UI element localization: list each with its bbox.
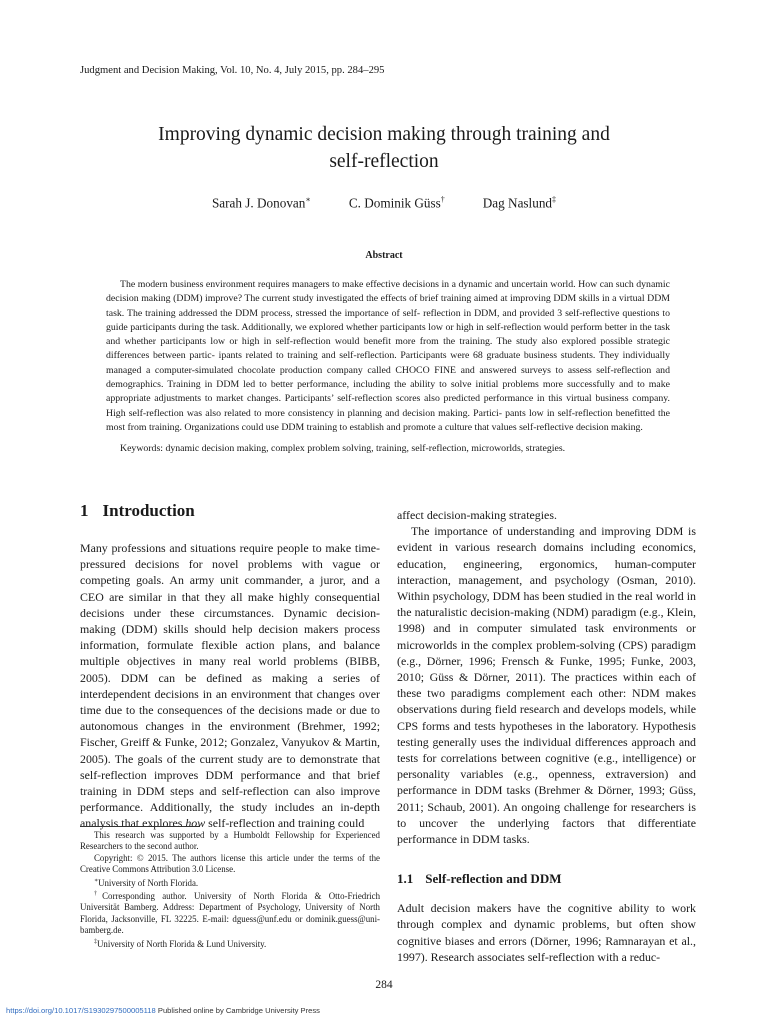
section-heading: 1 Introduction	[80, 501, 195, 520]
body-paragraph: Adult decision makers have the cognitive ability to work through complex and dynamic problems, but often show cognitive biases and errors (Dörner, 1996; Ramnarayan et al., 1997). Research associates self-reflection with a reduc-	[397, 901, 696, 964]
footnote: ‡University of North Florida & Lund University.	[94, 938, 267, 949]
author-list	[0, 195, 768, 211]
paper-title	[0, 121, 768, 175]
body-paragraph: Many professions and situations require people to make time-pressured decisions for novel problems with vague or competing goals. An army unit commander, a juror, and a CEO are similar in that they all make highly consequential decisions under these circumstances. Dynamic decision-making (DDM) skills should help decision makers process information, formulate flexible action plans, and balance multiple objectives in many real world problems (BIBB, 2005). DDM can be defined as making a series of interdependent decisions in an environment that changes over time due to the consequences of the decisions made or due to autonomous changes in the environment (Brehmer, 1992; Fischer, Greiff & Funke, 2012; Gonzalez, Vanyukov & Martin, 2005). The goals of the current study are to demonstrate that self-reflection improves DDM performance and that brief training in DDM steps and self-reflection can also improve performance. Additionally, the study includes an in-depth analysis that explores how self-reflection and training could	[80, 541, 380, 831]
left-column	[80, 501, 380, 832]
subsection-heading: 1.1 Self-reflection and DDM	[397, 871, 562, 887]
title-line-1: Improving dynamic decision making through training and	[158, 124, 610, 145]
abstract-body	[106, 278, 670, 457]
page-number: 284	[375, 979, 393, 991]
doi-link[interactable]: https://doi.org/10.1017/S1930297500005118	[6, 1006, 156, 1015]
abstract-heading: Abstract	[365, 250, 403, 261]
right-column	[397, 507, 696, 965]
running-head: Judgment and Decision Making, Vol. 10, No. 4, July 2015, pp. 284–295	[80, 65, 385, 76]
author: Dag Naslund‡	[482, 195, 557, 211]
footnote: ∗University of North Florida.	[94, 877, 199, 888]
doi-footer	[6, 1006, 320, 1015]
footnote: Copyright: © 2015. The authors license this article under the terms of the Creative Commons Attribution 3.0 License.	[80, 852, 380, 875]
title-line-2: self-reflection	[329, 151, 439, 172]
published-text: Published online by Cambridge University Press	[157, 1006, 320, 1015]
abstract-text: The modern business environment requires managers to make effective decisions in a dynamic and uncertain world. How can such dynamic decision making (DDM) improve? The current study investigated the effects of brief training aimed at improving DDM skills in a virtual DDM task. The training addressed the DDM process, stressed the importance of self- reflection in DDM, and provided 3 self-reflective questions to guide participants during the task. Additionally, we explored whether participants low or high in self-reflection would perform better in the task and whether participants low or high in self-reflection would benefit more from the training. The study also explored possible strategic differences between partic- ipants related to training and self-reflection. Participants were 68 graduate business students. They individually managed a computer-simulated chocolate production company called CHOCO FINE and answered surveys to assess self-reflection and demographics. Training in DDM led to better performance, including the ability to solve initial problems more successfully and to make appropriate adjustments to market changes. Participants’ self-reflection scores also predicted performance in this virtual business company. High self-reflection was also related to more consistency in planning and decision making. Partici- pants low in self-reflection benefitted the most from training. Organizations could use DDM training to establish and promote a culture that values self-reflective decision making.	[106, 279, 671, 433]
footnotes	[80, 826, 380, 950]
author: Sarah J. Donovan∗	[211, 195, 311, 211]
keywords: Keywords: dynamic decision making, complex problem solving, training, self-reflection, microworlds, strategies.	[120, 443, 566, 455]
body-paragraph: The importance of understanding and improving DDM is evident in various research domains including economics, education, engineering, ergonomics, human-computer interaction, management, and psychology (Osman, 2010). Within psychology, DDM has been studied in the real world in the naturalistic decision-making (NDM) paradigm (e.g., Klein, 1998) and in computer simulated task environments or microworlds in the complex problem-solving (CPS) paradigm (e.g., Dörner, 1996; Frensch & Funke, 1995; Funke, 2003, 2010; Güss & Dörner, 2011). The practices within each of these two paradigms complement each other: NDM makes observations during field research and develops models, while CPS forms and tests hypotheses in the laboratory. Hypothesis testing generally uses the individual differences approach and tests for correlations between cognitive (e.g., intelligence) or personality variables (e.g., openness, extraversion) and performance in DDM tasks (Brehmer & Dörner, 1993; Güss, 2011; Schaub, 2001). An ongoing challenge for researchers is to uncover the underlying factors that differentiate performance in DDM tasks.	[397, 524, 696, 847]
footnote: †Corresponding author. University of North Florida & Otto-Friedrich Universität Bamberg. Address: Department of Psychology, University of North Florida, Jacksonville, FL 32225. E-mail: dguess@unf.edu or dominik.guess@uni-bamberg.de.	[80, 890, 381, 936]
footnote-rule	[80, 826, 200, 827]
footnote: This research was supported by a Humboldt Fellowship for Experienced Researchers to the second author.	[80, 830, 380, 852]
body-paragraph: affect decision-making strategies.	[397, 508, 557, 522]
author: C. Dominik Güss†	[348, 195, 445, 211]
